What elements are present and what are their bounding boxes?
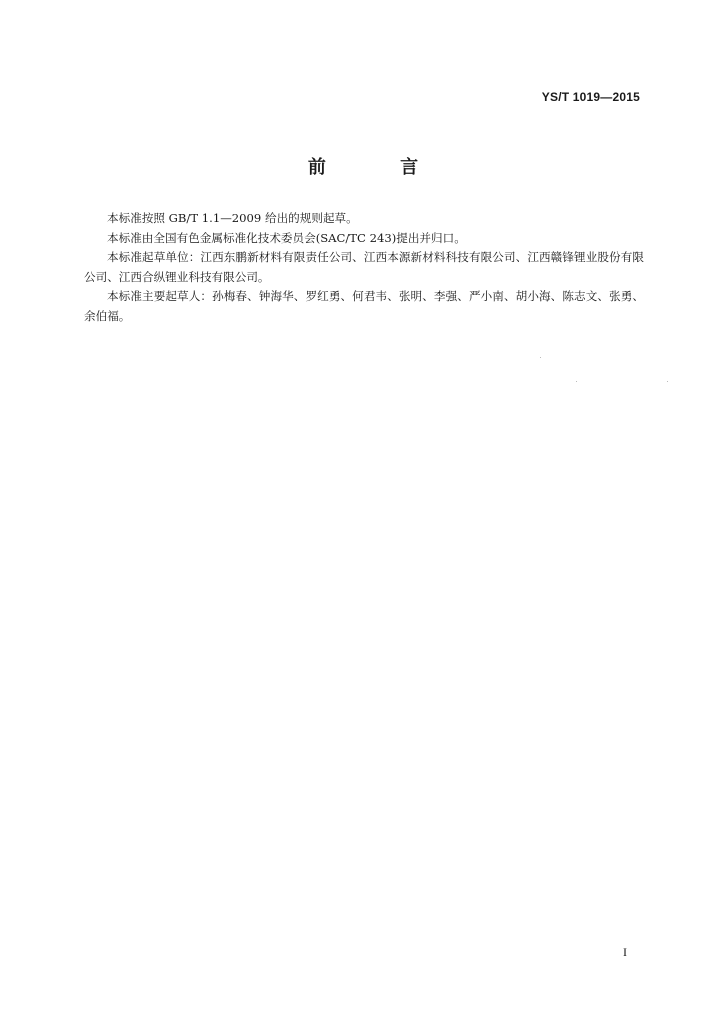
paragraph-drafting-units: 本标准起草单位：江西东鹏新材料有限责任公司、江西本源新材料科技有限公司、江西赣锋锂业股份有限公司、江西合纵锂业科技有限公司。 (84, 250, 644, 284)
section-title: 前 言 (307, 157, 453, 178)
scan-speck (667, 381, 668, 382)
foreword-body (84, 209, 644, 327)
paragraph-drafters: 本标准主要起草人：孙梅春、钟海华、罗红勇、何君韦、张明、李强、严小南、胡小海、陈志文、张勇、余伯福。 (84, 289, 644, 323)
scan-speck (576, 381, 577, 382)
paragraph-proposer: 本标准由全国有色金属标准化技术委员会(SAC/TC 243)提出并归口。 (107, 230, 466, 245)
paragraph-drafting-rules: 本标准按照 GB/T 1.1—2009 给出的规则起草。 (107, 211, 358, 225)
page-number: I (623, 945, 627, 959)
scan-speck (540, 357, 541, 358)
document-code: YS/T 1019—2015 (541, 90, 640, 104)
